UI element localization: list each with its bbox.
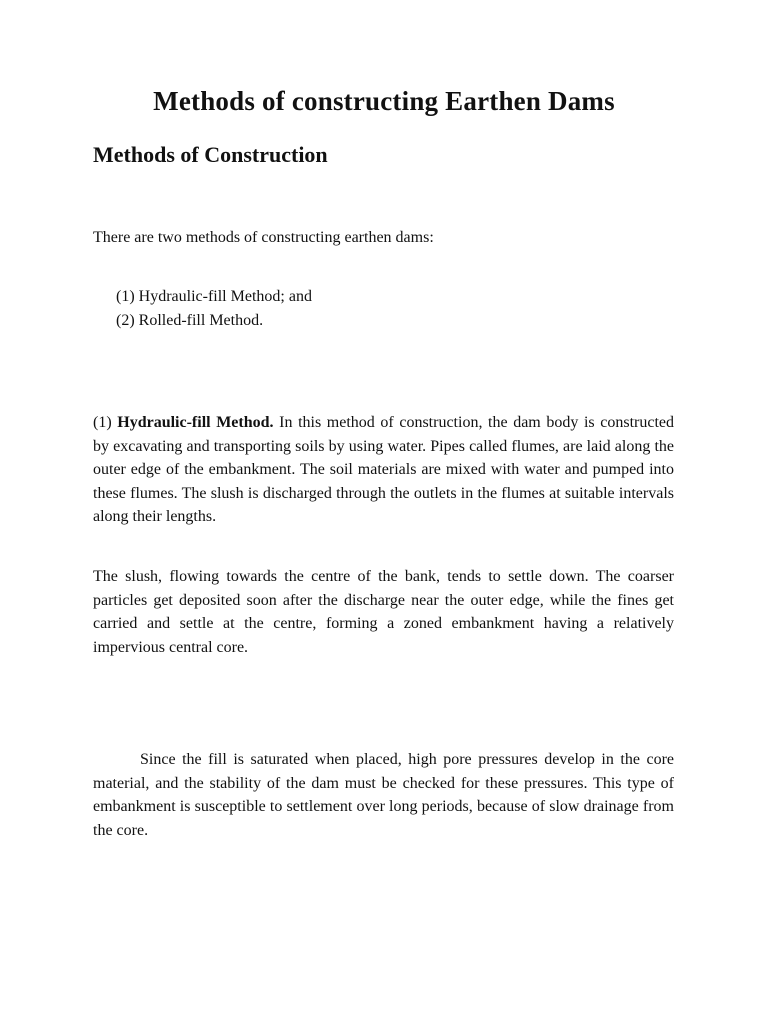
pore-pressure-paragraph: Since the fill is saturated when placed, high pore pressures develop in the core material, and the stability of the dam must be checked for these pressures. This type of embankment is susceptible to settlement over long periods, because of slow drainage from the core.	[93, 751, 674, 839]
intro-paragraph: There are two methods of constructing earthen dams:	[93, 229, 434, 246]
list-item: (2) Rolled-fill Method.	[116, 312, 264, 329]
document-title: Methods of constructing Earthen Dams	[153, 86, 615, 116]
list-item: (1) Hydraulic-fill Method; and	[116, 288, 312, 305]
methods-list	[116, 285, 312, 333]
section-heading: Methods of Construction	[93, 142, 328, 167]
slush-paragraph: The slush, flowing towards the centre of the bank, tends to settle down. The coarser particles get deposited soon after the discharge near the outer edge, while the fines get carried and settle at the centre, forming a zoned embankment having a relatively impervious central core.	[93, 568, 674, 656]
method-term: Hydraulic-fill Method.	[117, 414, 274, 431]
paragraph-body: In this method of construction, the dam body is constructed by excavating and transporting soils by using water. Pipes called flumes, are laid along the outer edge of the embankment. The soil materials are mixed with water and pumped into these flumes. The slush is discharged through the outlets in the flumes at suitable intervals along their lengths.	[93, 414, 674, 525]
paragraph-number: (1)	[93, 414, 118, 431]
hydraulic-fill-paragraph	[93, 411, 674, 529]
